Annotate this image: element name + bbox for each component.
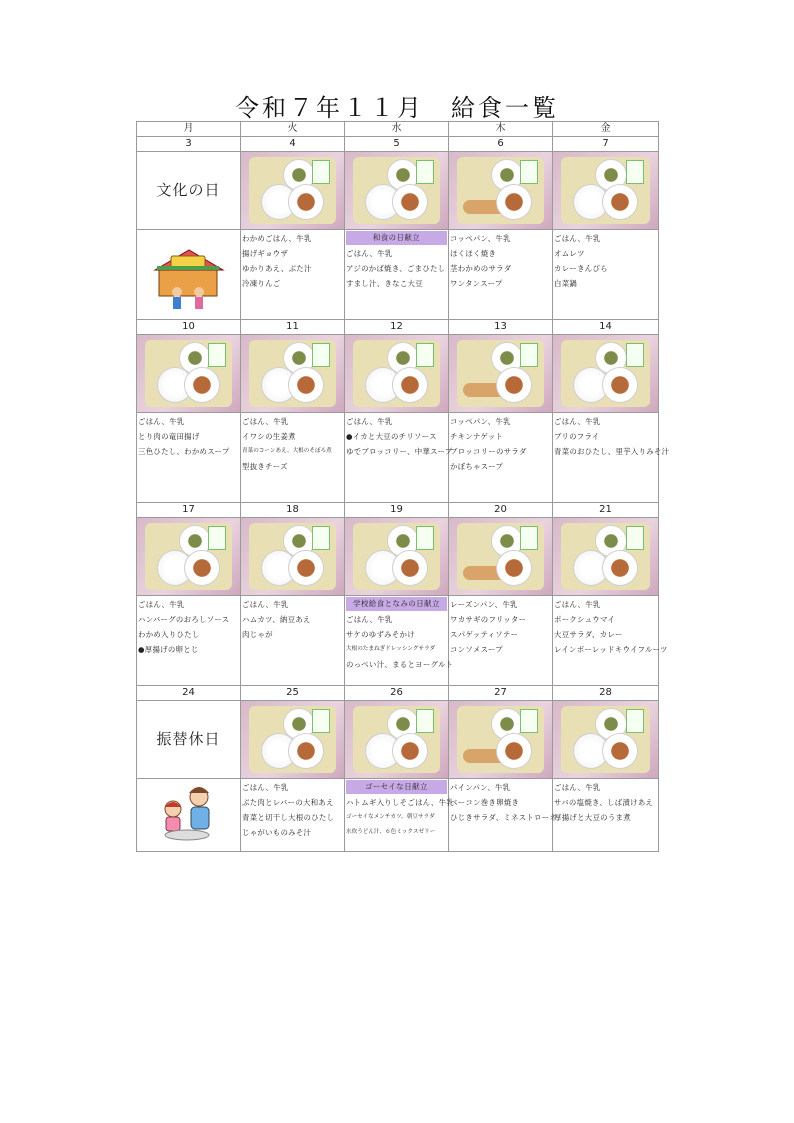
date-number: 20 [449,503,553,518]
page-title: 令和７年１１月 給食一覧 [235,94,559,122]
menu-item: ゆかりあえ、ぶた汁 [242,264,312,273]
menu-item: コッペパン、牛乳 [450,417,511,426]
menu-item: ポークシュウマイ [554,615,616,624]
date-row [137,503,659,518]
menu-item: ごはん、牛乳 [138,417,185,426]
menu-item: 型抜きチーズ [242,462,288,471]
holiday-label: 文化の日 [156,181,221,199]
menu-item: アジのかば焼き、ごまひたし [346,264,446,273]
menu-item: ハトムギ入りしそごはん、牛乳 [346,798,454,807]
date-number: 10 [137,320,241,335]
meal-photo [241,152,345,230]
date-number: 6 [449,137,553,152]
menu-item: ごはん、牛乳 [346,249,393,258]
menu-cell [449,230,553,320]
photo-row [137,518,659,596]
menu-item: レインボーレッドキウイフルーツ [554,645,668,654]
menu-item: ごはん、牛乳 [554,234,601,243]
meal-tray-image [449,518,552,595]
menu-item: ハンバーグのおろしソース [138,615,230,624]
menu-item: カレーきんぴら [554,264,608,273]
festival-booth-icon [137,230,241,319]
menu-cell [241,596,345,686]
date-number: 24 [137,686,241,701]
menu-item: ●厚揚げの卵とじ [138,645,199,654]
menu-item: とり肉の竜田揚げ [138,432,200,441]
menu-cell [345,230,449,320]
menu-calendar [136,121,670,852]
menu-item: 青菜のおひたし、里芋入りみそ汁 [554,447,670,456]
menu-item: ごはん、牛乳 [138,600,185,609]
menu-item: ブロッコリーのサラダ [450,447,527,456]
meal-tray-image [553,335,658,412]
menu-item: コンソメスープ [450,645,503,654]
menu-item: かぼちゃスープ [450,462,504,471]
menu-cell [137,596,241,686]
weekday-header-row [137,122,659,137]
date-number: 27 [449,686,553,701]
menu-item: ごはん、牛乳 [554,417,601,426]
meal-tray-image [241,152,344,229]
holiday-illustration [137,779,241,852]
meal-tray-image [241,518,344,595]
date-number: 14 [553,320,659,335]
meal-photo [449,518,553,596]
meal-tray-image [553,701,658,778]
date-number: 18 [241,503,345,518]
menu-row [137,596,659,686]
menu-cell [345,596,454,686]
menu-cell [241,779,345,852]
menu-item: 大根のたまねぎドレッシングサラダ [346,646,436,652]
date-number: 13 [449,320,553,335]
menu-item: サバの塩焼き、しば漬けあえ [554,798,654,807]
menu-cell [553,413,670,503]
menu-item: ワカサギのフリッター [450,615,527,624]
menu-item: ハムカツ、納豆あえ [242,615,311,624]
menu-item: 茎わかめのサラダ [450,264,512,273]
menu-item: のっぺい汁、まるとヨーグルト [346,660,454,669]
meal-photo [345,335,449,413]
menu-item: 厚揚げと大豆のうま煮 [554,813,631,822]
meal-tray-image [345,518,448,595]
menu-cell [241,230,345,320]
menu-item: ごはん、牛乳 [554,600,601,609]
date-number: 5 [345,137,449,152]
meal-tray-image [345,152,448,229]
meal-photo [553,518,659,596]
menu-item: ゆでブロッコリー、中華スープ [346,447,453,456]
menu-item: ●イカと大豆のチリソース [346,432,437,441]
meal-photo [449,152,553,230]
menu-item: 大豆サラダ、カレー [554,630,623,639]
menu-cell [137,413,241,503]
meal-photo [345,518,449,596]
date-row [137,320,659,335]
special-menu-badge: ゴーセイな日献立 [346,780,447,794]
menu-cell [553,779,659,852]
date-number: 4 [241,137,345,152]
menu-row [137,230,659,320]
photo-row [137,335,659,413]
date-number: 7 [553,137,659,152]
menu-cell [241,413,345,503]
weekday-header: 月 [137,122,241,137]
meal-tray-image [449,152,552,229]
photo-row [137,701,659,779]
menu-item: 水炊うどん汁、６色ミックスゼリー [346,829,436,835]
menu-cell [449,596,553,686]
date-number: 19 [345,503,449,518]
menu-item: ひじきサラダ、ミネストローネ [450,813,557,822]
menu-item: イワシの生姜煮 [242,432,296,441]
meal-tray-image [345,335,448,412]
menu-item: ごはん、牛乳 [242,600,289,609]
menu-item: パインパン、牛乳 [450,783,511,792]
meal-photo [449,701,553,779]
menu-item: ごはん、牛乳 [242,417,289,426]
meal-tray-image [241,701,344,778]
date-number: 3 [137,137,241,152]
menu-item: チキンナゲット [450,432,504,441]
meal-tray-image [241,335,344,412]
date-number: 12 [345,320,449,335]
menu-row [137,413,659,503]
menu-row [137,779,659,852]
menu-cell [553,230,659,320]
menu-item: ぶた肉とレバーの大和あえ [242,798,334,807]
date-number: 17 [137,503,241,518]
meal-tray-image [449,701,552,778]
date-number: 21 [553,503,659,518]
menu-item: ごはん、牛乳 [242,783,289,792]
holiday-illustration [137,230,241,320]
meal-tray-image [449,335,552,412]
menu-cell [345,413,453,503]
special-menu-badge: 和食の日献立 [346,231,447,245]
special-menu-badge: 学校給食となみの日献立 [346,597,447,611]
menu-cell [345,779,454,852]
menu-item: ゴーセイなメンチカツ、朝豆サラダ [346,814,435,820]
menu-item: ブリのフライ [554,432,600,441]
menu-item: わかめごはん、牛乳 [242,234,312,243]
menu-item: スパゲッティソテー [450,630,519,639]
meal-photo [553,335,659,413]
menu-item: わかめ入りひたし [138,630,200,639]
holiday-label: 振替休日 [156,730,221,748]
menu-item: すまし汁、きなこ大豆 [346,279,423,288]
menu-item: 青菜と切干し大根のひたし [242,813,335,822]
family-cooking-icon [137,779,241,851]
menu-item: ほくほく焼き [450,249,497,258]
date-row [137,137,659,152]
meal-photo [553,152,659,230]
holiday-cell [137,152,241,230]
photo-row [137,152,659,230]
menu-item: ベーコン巻き卵焼き [450,798,520,807]
meal-tray-image [137,335,240,412]
menu-item: ごはん、牛乳 [346,615,393,624]
menu-item: 白菜鍋 [554,279,578,288]
menu-item: レーズンパン、牛乳 [450,600,518,609]
meal-photo [241,335,345,413]
date-number: 25 [241,686,345,701]
meal-photo [553,701,659,779]
meal-tray-image [553,518,658,595]
menu-item: じゃがいものみそ汁 [242,828,312,837]
weekday-header: 水 [345,122,449,137]
meal-photo [241,518,345,596]
holiday-cell [137,701,241,779]
date-number: 11 [241,320,345,335]
menu-item: オムレツ [554,249,585,258]
menu-item: 三色ひたし、わかめスープ [138,447,230,456]
meal-photo [137,518,241,596]
meal-tray-image [553,152,658,229]
meal-photo [345,152,449,230]
meal-photo [137,335,241,413]
menu-cell [449,779,557,852]
weekday-header: 金 [553,122,659,137]
menu-item: ごはん、牛乳 [346,417,393,426]
weekday-header: 火 [241,122,345,137]
date-row [137,686,659,701]
meal-tray-image [345,701,448,778]
weekday-header: 木 [449,122,553,137]
menu-item: 冷凍りんご [242,279,281,288]
menu-item: コッペパン、牛乳 [450,234,511,243]
menu-item: ごはん、牛乳 [554,783,601,792]
menu-item: 青菜のコーンあえ、大根のそぼろ煮 [242,448,332,454]
menu-item: ワンタンスープ [450,279,503,288]
meal-photo [449,335,553,413]
menu-item: サケのゆずみそかけ [346,630,415,639]
date-number: 28 [553,686,659,701]
menu-cell [449,413,553,503]
menu-cell [553,596,668,686]
menu-item: 肉じゃが [242,630,273,639]
meal-photo [241,701,345,779]
menu-item: 揚げギョウザ [242,249,289,258]
date-number: 26 [345,686,449,701]
meal-tray-image [137,518,240,595]
meal-photo [345,701,449,779]
